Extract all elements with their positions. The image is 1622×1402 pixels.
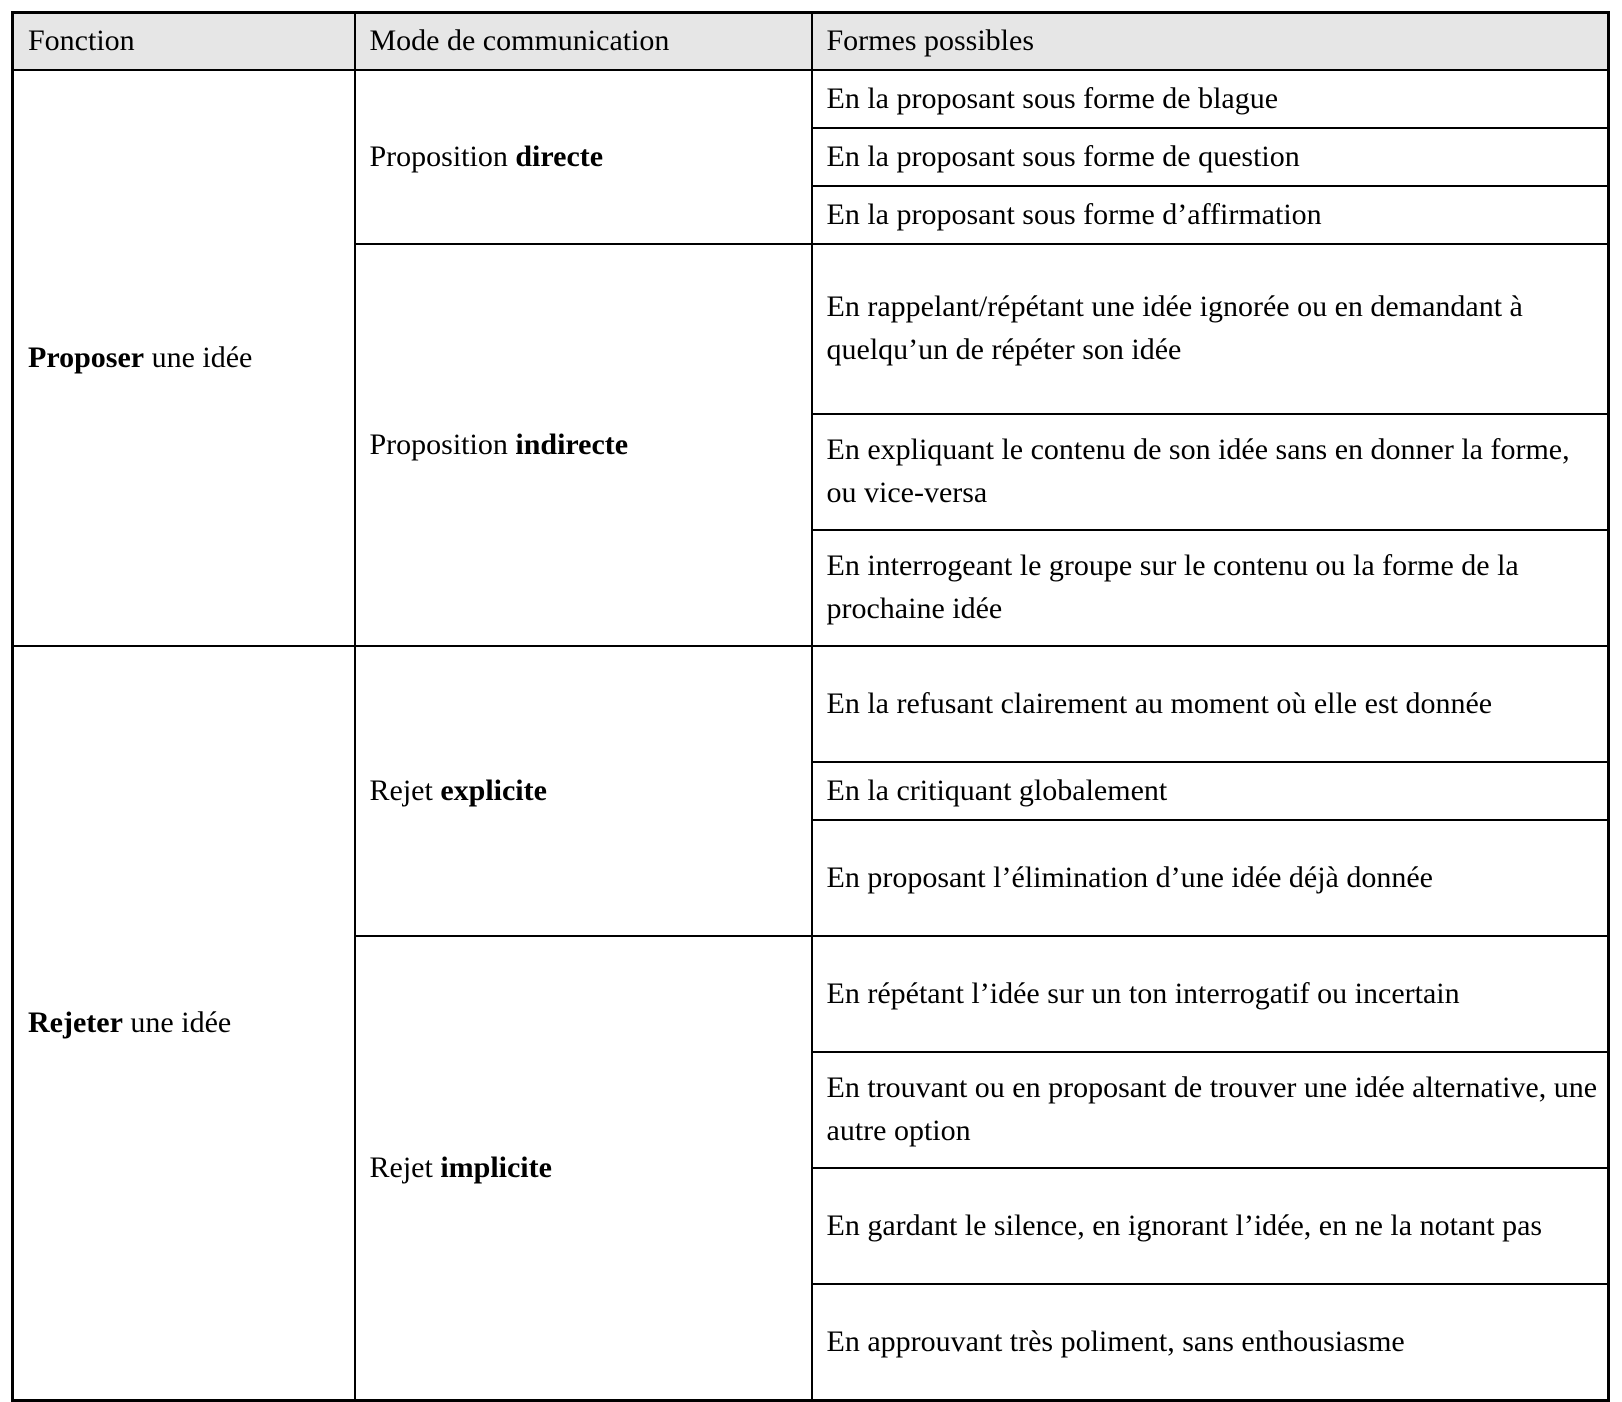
mode-label-plain: Rejet (369, 1150, 441, 1184)
column-header-fonction: Fonction (13, 13, 355, 71)
column-header-mode: Mode de communication (355, 13, 812, 71)
mode-label-bold: indirecte (515, 427, 629, 461)
forme-cell: En proposant l’élimination d’une idée déjà donnée (812, 820, 1609, 936)
mode-label-plain: Proposition (369, 427, 516, 461)
mode-cell-proposition-indirecte (355, 244, 812, 646)
mode-label-plain: Proposition (369, 139, 516, 173)
forme-cell: En rappelant/répétant une idée ignorée ou en demandant à quelqu’un de répéter son idée (812, 244, 1609, 414)
column-header-formes: Formes possibles (812, 13, 1609, 71)
forme-cell: En la proposant sous forme de question (812, 128, 1609, 186)
forme-cell: En trouvant ou en proposant de trouver une idée alternative, une autre option (812, 1052, 1609, 1168)
table-row (13, 646, 1609, 762)
forme-cell: En expliquant le contenu de son idée sans en donner la forme, ou vice-versa (812, 414, 1609, 530)
fonction-label-bold: Proposer (28, 340, 145, 374)
forme-cell: En répétant l’idée sur un ton interrogatif ou incertain (812, 936, 1609, 1052)
table-row (13, 70, 1609, 128)
table-body (13, 70, 1609, 1401)
mode-label-plain: Rejet (369, 773, 441, 807)
header-row (13, 13, 1609, 71)
forme-cell: En interrogeant le groupe sur le contenu ou la forme de la prochaine idée (812, 530, 1609, 646)
forme-cell: En la proposant sous forme d’affirmation (812, 186, 1609, 244)
fonction-cell-rejeter (13, 646, 355, 1401)
forme-cell: En gardant le silence, en ignorant l’idée, en ne la notant pas (812, 1168, 1609, 1284)
mode-cell-proposition-directe (355, 70, 812, 244)
fonction-label-rest: une idée (122, 1005, 232, 1039)
mode-cell-rejet-implicite (355, 936, 812, 1401)
forme-cell: En la proposant sous forme de blague (812, 70, 1609, 128)
forme-cell: En la critiquant globalement (812, 762, 1609, 820)
forme-cell: En approuvant très poliment, sans enthousiasme (812, 1284, 1609, 1401)
table-header (13, 13, 1609, 71)
forme-cell: En la refusant clairement au moment où elle est donnée (812, 646, 1609, 762)
fonction-label-rest: une idée (144, 340, 253, 374)
mode-label-bold: implicite (440, 1150, 552, 1184)
fonction-label-bold: Rejeter (28, 1005, 123, 1039)
communication-functions-table (11, 11, 1610, 1402)
mode-label-bold: explicite (440, 773, 547, 807)
mode-label-bold: directe (515, 139, 604, 173)
mode-cell-rejet-explicite (355, 646, 812, 936)
fonction-cell-proposer (13, 70, 355, 646)
